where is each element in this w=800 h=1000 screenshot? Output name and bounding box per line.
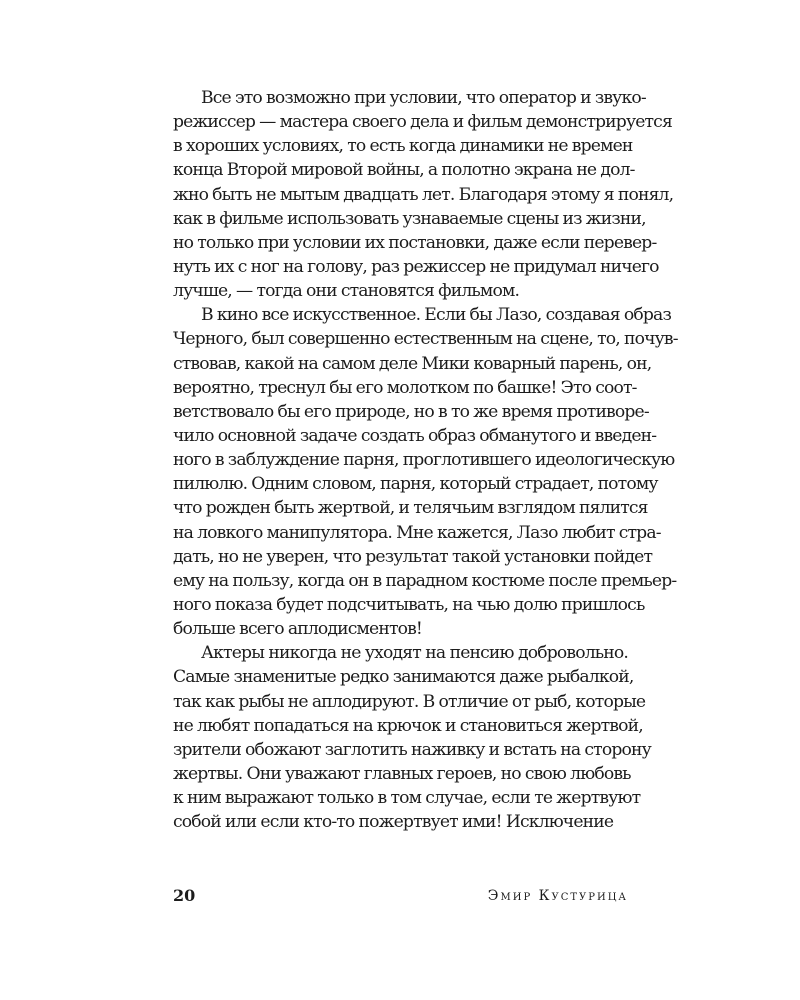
text-line: жертвы. Они уважают главных героев, но свою любовь	[173, 763, 631, 784]
paragraph	[173, 641, 651, 834]
text-line: вероятно, треснул бы его молотком по башке! Это соот-	[173, 377, 637, 398]
text-line: на ловкого манипулятора. Мне кажется, Лазо любит стра-	[173, 522, 661, 543]
text-line: к ним выражают только в том случае, если те жертвуют	[173, 788, 641, 809]
text-line: Все это возможно при условии, что оператор и звуко-	[201, 88, 646, 108]
text-line: лучше, — тогда они становятся фильмом.	[173, 281, 520, 302]
text-line: пилюлю. Одним словом, парня, который страдает, потому	[173, 474, 658, 495]
text-line: собой или если кто-то пожертвует ими! Исключение	[173, 812, 614, 833]
text-line: дать, но не уверен, что результат такой установки пойдет	[173, 546, 653, 567]
text-line: В кино все искусственное. Если бы Лазо, создавая образ	[201, 305, 671, 326]
text-line: больше всего аплодисментов!	[173, 619, 422, 640]
text-line: в хороших условиях, то есть когда динамики не времен	[173, 136, 633, 157]
text-line: Самые знаменитые редко занимаются даже рыбалкой,	[173, 667, 634, 688]
text-line: ему на пользу, когда он в парадном костюме после премьер-	[173, 570, 677, 591]
text-line: режиссер — мастера своего дела и фильм демонстрируется	[173, 112, 672, 133]
text-line: чило основной задаче создать образ обманутого и введен-	[173, 425, 657, 446]
text-line: ного в заблуждение парня, проглотившего идеологическую	[173, 450, 675, 471]
text-line: что рожден быть жертвой, и телячьим взглядом пялится	[173, 498, 648, 519]
text-line: жно быть не мытым двадцать лет. Благодаря этому я понял,	[173, 184, 674, 205]
running-head-author: Эмир Кустурица	[487, 888, 628, 904]
text-line: зрители обожают заглотить наживку и встать на сторону	[173, 739, 651, 760]
text-line: ствовав, какой на самом деле Мики коварный парень, он,	[173, 353, 652, 374]
text-line: но только при условии их постановки, даже если перевер-	[173, 232, 657, 253]
text-line: нуть их с ног на голову, раз режиссер не придумал ничего	[173, 256, 659, 277]
page-footer	[173, 884, 628, 908]
body-text	[173, 86, 678, 834]
text-line: ного показа будет подсчитывать, на чью долю пришлось	[173, 594, 645, 615]
text-line: Черного, был совершенно естественным на сцене, то, почув-	[173, 329, 678, 350]
text-line: Актеры никогда не уходят на пенсию добровольно.	[201, 643, 628, 664]
page-number: 20	[173, 886, 196, 905]
text-line: так как рыбы не аплодируют. В отличие от рыб, которые	[173, 691, 646, 712]
paragraph	[173, 303, 678, 641]
text-line: как в фильме использовать узнаваемые сцены из жизни,	[173, 208, 646, 229]
text-line: конца Второй мировой войны, а полотно экрана не дол-	[173, 160, 635, 181]
text-line: ветствовало бы его природе, но в то же время противоре-	[173, 401, 649, 422]
paragraph	[173, 86, 674, 303]
text-line: не любят попадаться на крючок и становиться жертвой,	[173, 715, 643, 736]
